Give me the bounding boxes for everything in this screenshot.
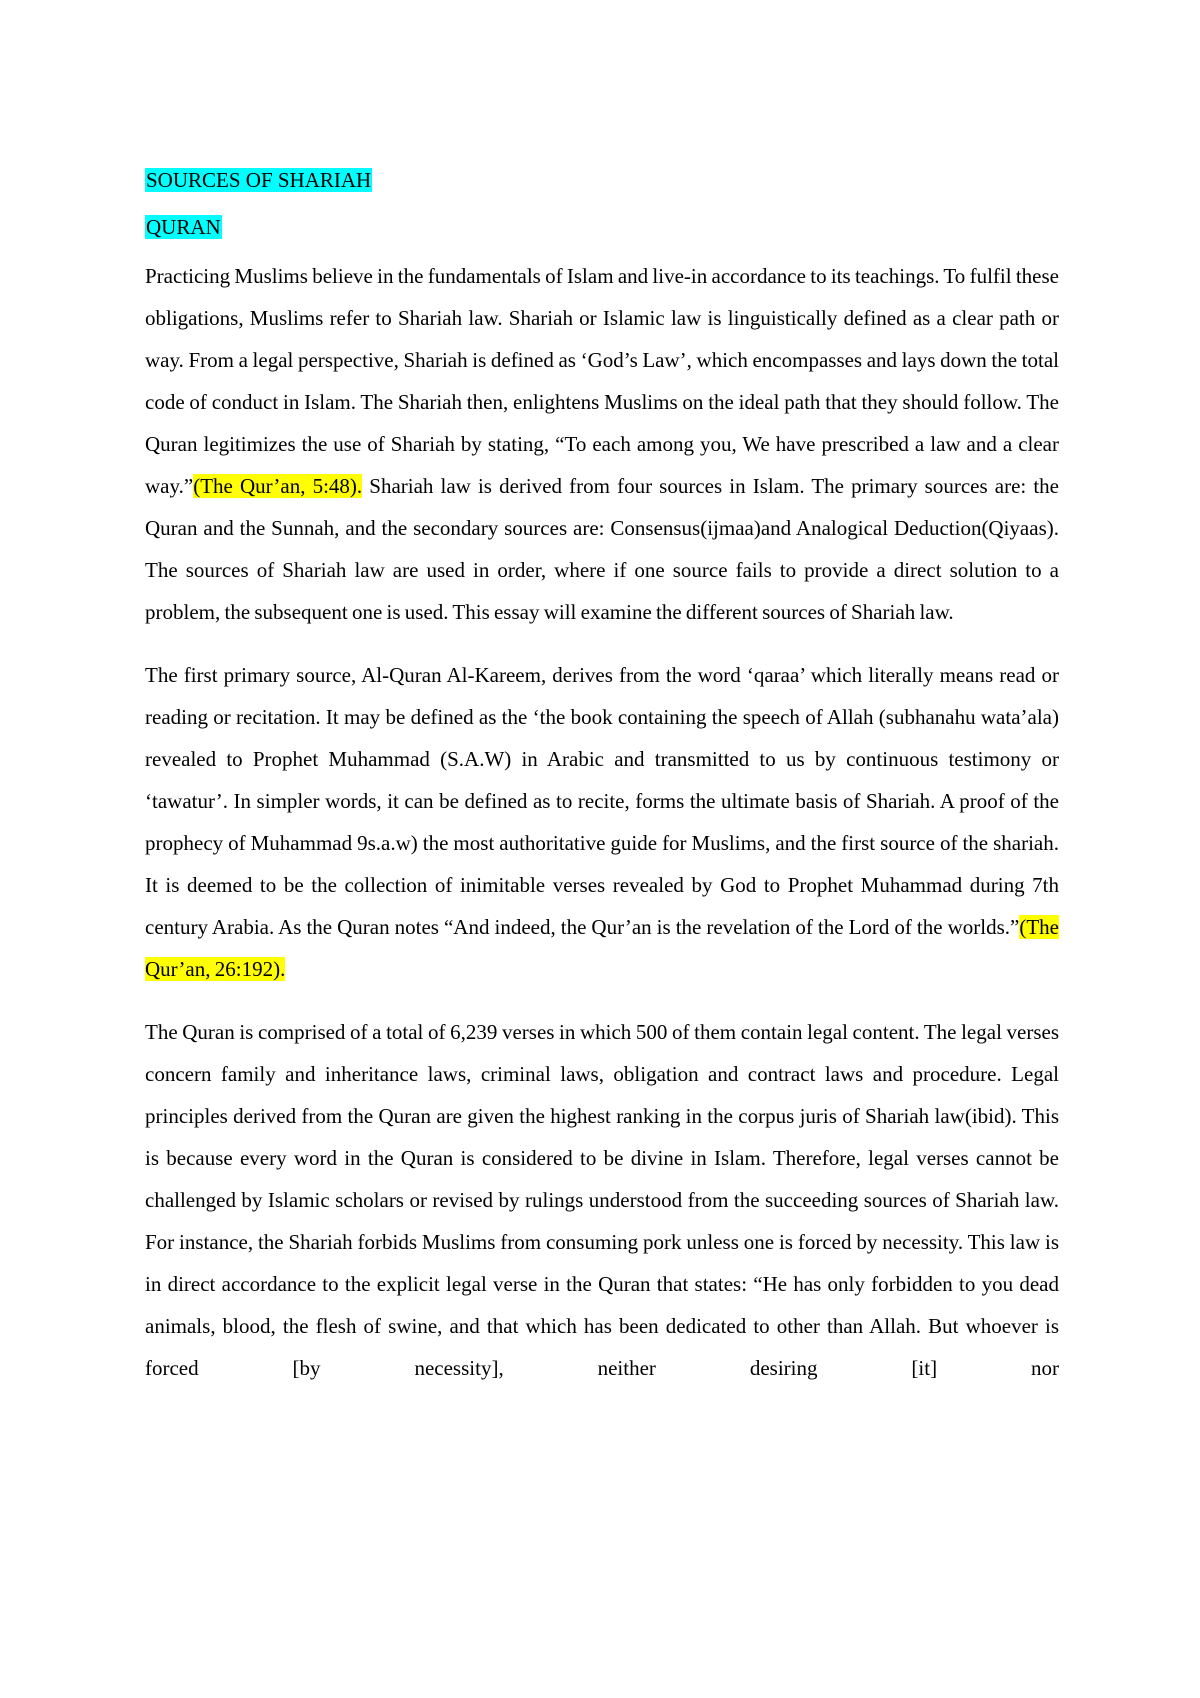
paragraph-1-text-before: Practicing Muslims believe in the fundamentals of Islam and live-in accordance to its teachings. To fulfil these obligations, Muslims refer to Shariah law. Shariah or Islamic law is linguistically defined as a clear path or way. From a legal perspective, Shariah is defined as ‘God’s Law’, which encompasses and lays down the total code of conduct in Islam. The Shariah then, enlightens Muslims on the ideal path that they should follow. The Quran legitimizes the use of Shariah by stating, “To each among you, We have prescribed a law and a clear way.”: [145, 264, 1059, 498]
paragraph-1: [145, 255, 1059, 633]
citation-highlight: (The Qur’an, 26:192).: [145, 915, 1059, 981]
paragraph-2-text-before: The first primary source, Al-Quran Al-Kareem, derives from the word ‘qaraa’ which literally means read or reading or recitation. It may be defined as the ‘the book containing the speech of Allah (subhanahu wata’ala) revealed to Prophet Muhammad (S.A.W) in Arabic and transmitted to us by continuous testimony or ‘tawatur’. In simpler words, it can be defined as to recite, forms the ultimate basis of Shariah. A proof of the prophecy of Muhammad 9s.a.w) the most authoritative guide for Muslims, and the first source of the shariah. It is deemed to be the collection of inimitable verses revealed by God to Prophet Muhammad during 7th century Arabia. As the Quran notes “And indeed, the Qur’an is the revelation of the Lord of the worlds.”: [145, 663, 1059, 939]
section-heading: [145, 215, 1059, 239]
document-title-text: SOURCES OF SHARIAH: [146, 168, 372, 192]
paragraph-1-text-after: Shariah law is derived from four sources in Islam. The primary sources are: the Quran and the Sunnah, and the secondary sources are: Consensus(ijmaa)and Analogical Deduction(Qiyaas). The sources of Shariah law are used in order, where if one source fails to provide a direct solution to a problem, the subsequent one is used. This essay will examine the different sources of Shariah law.: [145, 474, 1059, 624]
document-title: [145, 168, 1059, 192]
paragraph-3-text: The Quran is comprised of a total of 6,239 verses in which 500 of them contain legal content. The legal verses concern family and inheritance laws, criminal laws, obligation and contract laws and procedure. Legal principles derived from the Quran are given the highest ranking in the corpus juris of Shariah law(ibid). This is because every word in the Quran is considered to be divine in Islam. Therefore, legal verses cannot be challenged by Islamic scholars or revised by rulings understood from the succeeding sources of Shariah law. For instance, the Shariah forbids Muslims from consuming pork unless one is forced by necessity. This law is in direct accordance to the explicit legal verse in the Quran that states: “He has only forbidden to you dead animals, blood, the flesh of swine, and that which has been dedicated to other than Allah. But whoever is forced [by necessity], neither desiring [it] nor: [145, 1020, 1059, 1380]
citation-highlight: (The Qur’an, 5:48).: [193, 474, 363, 498]
document-page: [145, 168, 1059, 1410]
paragraph-3: [145, 1011, 1059, 1389]
section-heading-text: QURAN: [146, 215, 221, 239]
paragraph-2: [145, 654, 1059, 990]
